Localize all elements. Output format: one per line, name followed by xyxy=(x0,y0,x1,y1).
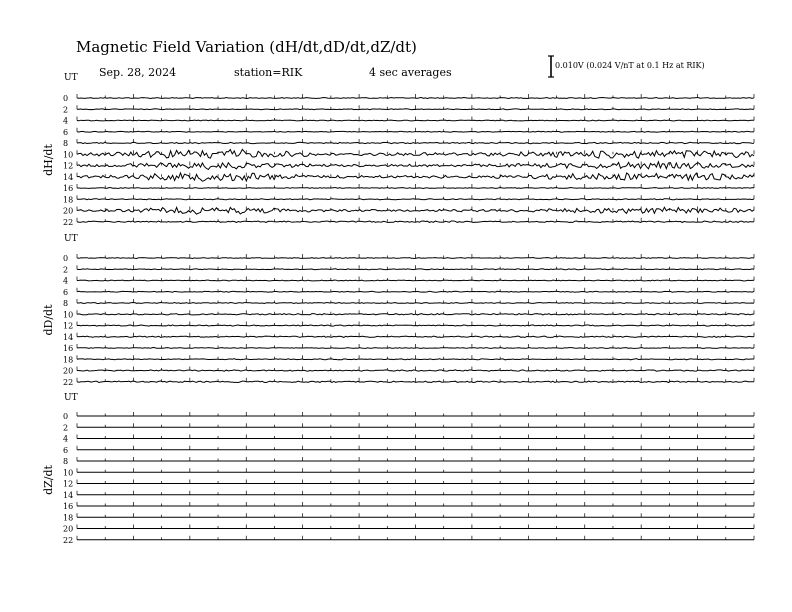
hour-tick-label: 2 xyxy=(63,105,69,115)
panel-ylabel: dZ/dt xyxy=(42,465,55,495)
hour-tick-label: 8 xyxy=(63,299,69,308)
hour-tick-label: 0 xyxy=(63,254,69,263)
panel-1 xyxy=(42,73,754,227)
trace-line xyxy=(77,336,754,337)
panel-ylabel: dH/dt xyxy=(42,144,55,176)
hour-tick-label: 8 xyxy=(63,139,69,148)
hour-tick-label: 12 xyxy=(63,161,74,171)
trace-line xyxy=(77,199,754,200)
ut-axis-label: UT xyxy=(64,73,78,83)
hour-tick-label: 12 xyxy=(63,479,74,489)
hour-tick-label: 20 xyxy=(63,524,74,534)
hour-tick-label: 4 xyxy=(63,116,69,126)
scale-label: 0.010V (0.024 V/nT at 0.1 Hz at RIK) xyxy=(555,61,705,70)
hour-tick-label: 20 xyxy=(63,206,74,216)
hour-tick-label: 0 xyxy=(63,94,69,103)
hour-tick-label: 18 xyxy=(63,195,74,205)
trace-line xyxy=(77,131,754,132)
hour-tick-label: 4 xyxy=(63,276,69,286)
trace-line xyxy=(77,348,754,349)
trace-line xyxy=(77,98,754,99)
hour-tick-label: 22 xyxy=(63,377,74,387)
chart-title: Magnetic Field Variation (dH/dt,dD/dt,dZ/dt) xyxy=(76,38,417,56)
hour-tick-label: 4 xyxy=(63,434,69,444)
trace-line xyxy=(77,325,754,326)
hour-tick-label: 0 xyxy=(63,412,69,421)
hour-tick-label: 20 xyxy=(63,366,74,376)
hour-tick-label: 22 xyxy=(63,217,74,227)
panel-ylabel: dD/dt xyxy=(42,304,55,336)
date-label: Sep. 28, 2024 xyxy=(99,66,177,79)
hour-tick-label: 6 xyxy=(63,445,69,455)
averaging-label: 4 sec averages xyxy=(369,66,452,79)
hour-tick-label: 10 xyxy=(63,150,74,160)
trace-line xyxy=(77,269,754,270)
trace-line xyxy=(77,280,754,281)
hour-tick-label: 16 xyxy=(63,344,74,353)
hour-tick-label: 14 xyxy=(63,490,74,500)
ut-axis-label: UT xyxy=(64,234,78,244)
hour-tick-label: 2 xyxy=(63,423,69,433)
hour-tick-label: 6 xyxy=(63,127,69,137)
trace-line xyxy=(77,314,754,315)
trace-line xyxy=(77,370,754,371)
hour-tick-label: 14 xyxy=(63,172,74,182)
ut-axis-label: UT xyxy=(64,393,78,403)
hour-tick-label: 8 xyxy=(63,457,69,466)
scale-bar-icon xyxy=(548,55,554,78)
hour-tick-label: 18 xyxy=(63,513,74,523)
trace-line xyxy=(77,359,754,360)
hour-tick-label: 12 xyxy=(63,321,74,331)
trace-line xyxy=(77,303,754,304)
hour-tick-label: 14 xyxy=(63,332,74,342)
hour-tick-label: 10 xyxy=(63,468,74,478)
hour-tick-label: 18 xyxy=(63,355,74,365)
trace-line xyxy=(77,120,754,121)
hour-tick-label: 16 xyxy=(63,502,74,511)
station-label: station=RIK xyxy=(234,66,303,79)
hour-tick-label: 16 xyxy=(63,184,74,193)
hour-tick-label: 10 xyxy=(63,310,74,320)
panel-2 xyxy=(42,234,754,387)
panel-3 xyxy=(42,393,754,545)
hour-tick-label: 22 xyxy=(63,535,74,545)
hour-tick-label: 2 xyxy=(63,265,69,275)
trace-line xyxy=(77,291,754,292)
hour-tick-label: 6 xyxy=(63,287,69,297)
